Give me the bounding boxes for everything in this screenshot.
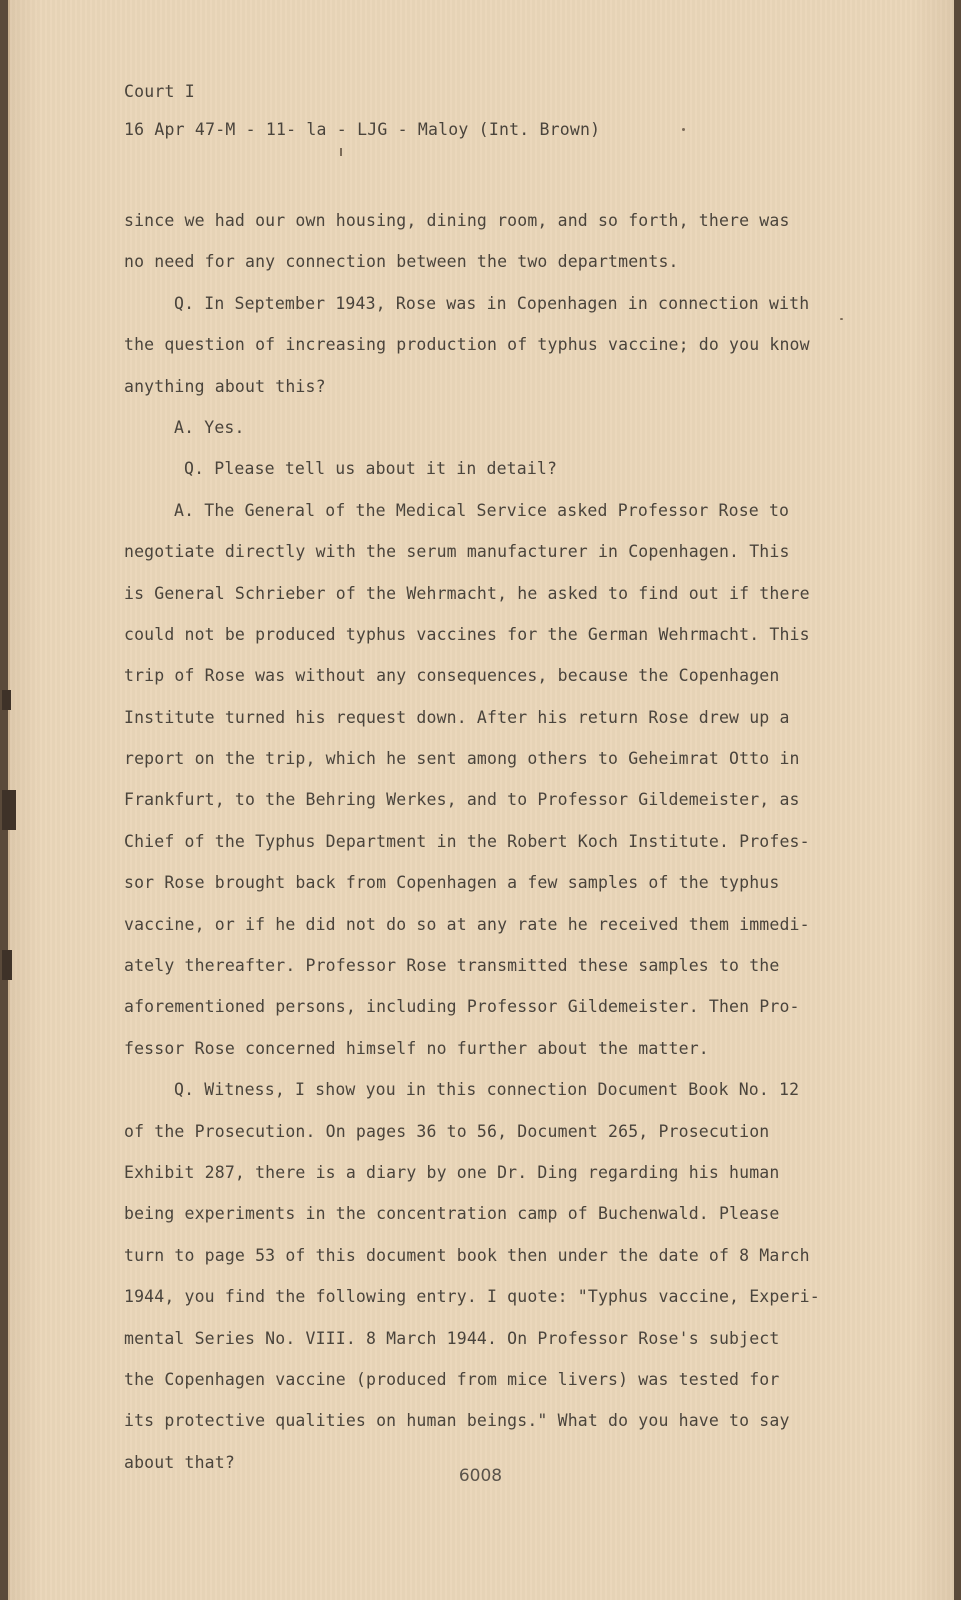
torn-edge — [2, 690, 11, 710]
transcript-line: A. Yes. — [174, 417, 245, 437]
transcript-reference: 16 Apr 47-M - 11- la - LJG - Maloy (Int. Brown) — [124, 120, 601, 139]
transcript-line: the question of increasing production of typhus vaccine; do you know — [124, 335, 810, 355]
transcript-line: mental Series No. VIII. 8 March 1944. On Professor Rose's subject — [124, 1328, 780, 1348]
transcript-line: the Copenhagen vaccine (produced from mice livers) was tested for — [124, 1369, 780, 1389]
transcript-line: its protective qualities on human beings." What do you have to say — [124, 1411, 790, 1431]
transcript-line: anything about this? — [124, 376, 326, 396]
transcript-line: fessor Rose concerned himself no further about the matter. — [124, 1038, 709, 1058]
transcript-line: no need for any connection between the two departments. — [124, 252, 679, 272]
transcript-line: is General Schrieber of the Wehrmacht, he asked to find out if there — [124, 583, 810, 603]
transcript-line: being experiments in the concentration camp of Buchenwald. Please — [124, 1204, 780, 1224]
torn-edge — [2, 950, 12, 980]
transcript-line: could not be produced typhus vaccines for the German Wehrmacht. This — [124, 624, 810, 644]
transcript-line: vaccine, or if he did not do so at any rate he received them immedi- — [124, 914, 810, 934]
transcript-line: 1944, you find the following entry. I quote: "Typhus vaccine, Experi- — [124, 1287, 820, 1307]
transcript-body — [124, 200, 844, 1483]
transcript-line: Institute turned his request down. After his return Rose drew up a — [124, 707, 790, 727]
transcript-line: negotiate directly with the serum manufacturer in Copenhagen. This — [124, 542, 790, 562]
transcript-line: aforementioned persons, including Professor Gildemeister. Then Pro- — [124, 997, 800, 1017]
transcript-line: of the Prosecution. On pages 36 to 56, Document 265, Prosecution — [124, 1121, 770, 1141]
court-label: Court I — [124, 82, 195, 101]
transcript-line: Q. Please tell us about it in detail? — [184, 459, 558, 479]
transcript-line: since we had our own housing, dining room, and so forth, there was — [124, 211, 790, 230]
transcript-line: Frankfurt, to the Behring Werkes, and to Professor Gildemeister, as — [124, 790, 800, 810]
transcript-line: ately thereafter. Professor Rose transmitted these samples to the — [124, 956, 780, 976]
torn-edge — [2, 790, 16, 830]
transcript-line: Exhibit 287, there is a diary by one Dr. Ding regarding his human — [124, 1162, 780, 1182]
transcript-line: about that? — [124, 1452, 235, 1472]
transcript-line: turn to page 53 of this document book then under the date of 8 March — [124, 1245, 810, 1265]
transcript-line: Q. In September 1943, Rose was in Copenhagen in connection with — [174, 293, 810, 313]
transcript-line: report on the trip, which he sent among others to Geheimrat Otto in — [124, 749, 800, 769]
paper-fleck — [340, 148, 342, 156]
page-number: 6008 — [458, 1466, 503, 1486]
transcript-line: Q. Witness, I show you in this connection Document Book No. 12 — [174, 1080, 800, 1100]
transcript-line: Chief of the Typhus Department in the Robert Koch Institute. Profes- — [124, 831, 810, 851]
transcript-line: trip of Rose was without any consequences, because the Copenhagen — [124, 666, 780, 686]
transcript-line: sor Rose brought back from Copenhagen a few samples of the typhus — [124, 873, 780, 893]
transcript-line: A. The General of the Medical Service asked Professor Rose to — [174, 500, 790, 520]
paper-fleck — [682, 128, 685, 131]
